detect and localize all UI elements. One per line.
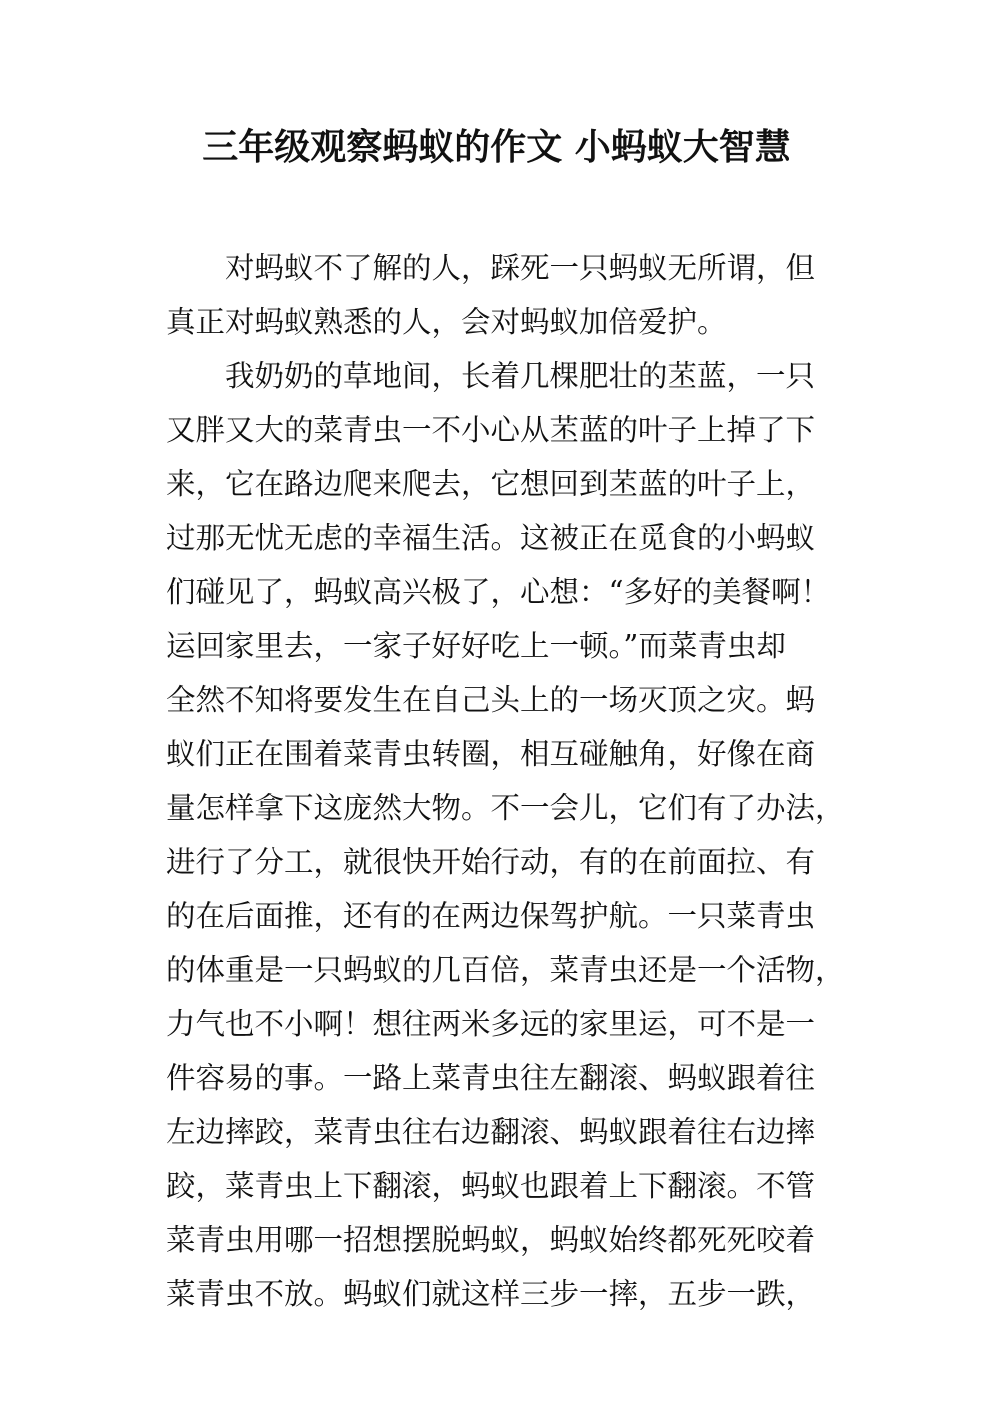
text-line: 菜青虫不放。蚂蚁们就这样三步一摔，五步一跌，	[166, 1277, 816, 1311]
text-line: 件容易的事。一路上菜青虫往左翻滚、蚂蚁跟着往	[166, 1061, 816, 1095]
text-line: 真正对蚂蚁熟悉的人，会对蚂蚁加倍爱护。	[166, 305, 727, 339]
text-line: 的体重是一只蚂蚁的几百倍，菜青虫还是一个活物，	[166, 953, 845, 987]
text-line: 们碰见了，蚂蚁高兴极了，心想：“多好的美餐啊！	[166, 575, 831, 609]
text-line: 运回家里去，一家子好好吃上一顿。”而菜青虫却	[166, 629, 786, 663]
document-title: 三年级观察蚂蚁的作文 小蚂蚁大智慧	[202, 126, 791, 168]
text-line: 进行了分工，就很快开始行动，有的在前面拉、有	[166, 845, 816, 879]
text-line: 过那无忧无虑的幸福生活。这被正在觅食的小蚂蚁	[166, 521, 816, 555]
document-body	[166, 241, 866, 1321]
text-line: 来，它在路边爬来爬去，它想回到苤蓝的叶子上，	[166, 467, 816, 501]
text-line: 菜青虫用哪一招想摆脱蚂蚁，蚂蚁始终都死死咬着	[166, 1223, 816, 1257]
text-line: 对蚂蚁不了解的人，踩死一只蚂蚁无所谓，但	[225, 251, 816, 285]
text-line: 我奶奶的草地间，长着几棵肥壮的苤蓝，一只	[225, 359, 816, 393]
text-line: 量怎样拿下这庞然大物。不一会儿，它们有了办法，	[166, 791, 845, 825]
text-line: 力气也不小啊！想往两米多远的家里运，可不是一	[166, 1007, 816, 1041]
text-line: 蚁们正在围着菜青虫转圈，相互碰触角，好像在商	[166, 737, 816, 771]
text-line: 又胖又大的菜青虫一不小心从苤蓝的叶子上掉了下	[166, 413, 816, 447]
text-line: 的在后面推，还有的在两边保驾护航。一只菜青虫	[166, 899, 816, 933]
text-line: 跤，菜青虫上下翻滚，蚂蚁也跟着上下翻滚。不管	[166, 1169, 816, 1203]
text-line: 左边摔跤，菜青虫往右边翻滚、蚂蚁跟着往右边摔	[166, 1115, 816, 1149]
text-line: 全然不知将要发生在自己头上的一场灭顶之灾。蚂	[166, 683, 816, 717]
